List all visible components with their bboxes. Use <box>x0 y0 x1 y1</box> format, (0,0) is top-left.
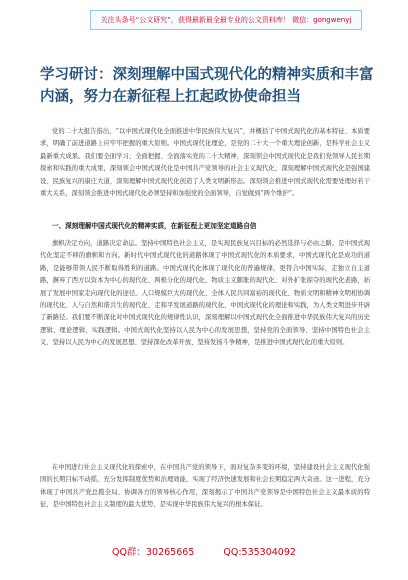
page-footer <box>0 544 408 562</box>
paragraph-intro: 党的二十大报告指出，“以中国式现代化全面推进中华民族伟大复兴”，并概括了中国式现代化的基本特征、本质要求，明确了前进道路上应牢牢把握的重大原则。中国式现代化理论，是党的二十大一个重大理论创新，是科学社会主义最新重大成果。我们要全面学习、全面把握、全面落实党的二十大精神，深刻领会中国式现代化是我们党领导人民长期探索和实践的重大成果，深刻领会中国式现代化是中国共产党领导的社会主义现代化，深刻理解中国式现代化是强国建设、民族复兴的康庄大道，深刻理解中国式现代化创造了人类文明新形态。深刻领会推进中国式现代化需要处理好若干重大关系，深刻领会推进中国式现代化必须坚持和加强党的全面领导，自觉做到“两个维护”。 <box>40 128 370 198</box>
document-title: 学习研讨：深刻理解中国式现代化的精神实质和丰富内涵，努力在新征程上扛起政协使命担当 <box>40 67 374 105</box>
paragraph-body-1: 旗帜决定方向，道路决定命运。坚持中国特色社会主义，是实现民族复兴目标的必然选择与必由之路。是中国式现代化坚定不移的旗帜和方向。新时代中国式现代化的道路体现了中国式现代化的本质要求，中国式现代化是成功的道路，是能够带领人民不断取得胜利的道路。中国式现代化体现了现代化的普遍规律，更符合中国实际，走独立自主道路，摒弃了西方以资本为中心的现代化、两极分化的现代化、物质主义膨胀的现代化、对外扩张掠夺的现代化老路，拓展了发展中国家走向现代化的途径。人口规模巨大的现代化、全体人民共同富裕的现代化、物质文明和精神文明相协调的现代化、人与自然和谐共生的现代化、走和平发展道路的现代化，中国式现代化的理论和实践，为人类文明进步开辟了新路径。我们要不断深化对中国式现代化的规律性认识，深刻理解以中国式现代化全面推进中华民族伟大复兴的历史逻辑、理论逻辑、实践逻辑。中国式现代化坚持以人民为中心的发展思想，坚持党的全面领导、坚持中国特色社会主义、坚持以人民为中心的发展思想、坚持深化改革开放、坚持发扬斗争精神，是推进中国式现代化的重大原则。 <box>40 240 370 347</box>
paragraph-body-2: 在中国进行社会主义现代化的探索中，在中国共产党的领导下，面对复杂多变的环境，坚持建设社会主义现代化强国的长期目标不动摇，充分发挥制度优势和治理效能，实现了经济快速发展和社会长期稳定两大奇迹。这一进程，充分体现了中国共产党总揽全局、协调各方的领导核心作用，深刻揭示了中国共产党领导是中国特色社会主义最本质的特征，是中国特色社会主义制度的最大优势，是实现中华民族伟大复兴的根本保证。 <box>40 464 370 509</box>
promo-banner <box>90 10 362 30</box>
section-heading: 一、深刻理解中国式现代化的精神实质，在新征程上更加坚定道路自信 <box>52 222 257 230</box>
promo-banner-text: 关注头条号“公文研究”，获得最新最全最专业的公文资料库！ 微信：gongwenyj <box>100 16 352 24</box>
footer-qq-group: QQ群：30265665 <box>112 547 195 558</box>
footer-qq: QQ:535304092 <box>223 547 296 558</box>
